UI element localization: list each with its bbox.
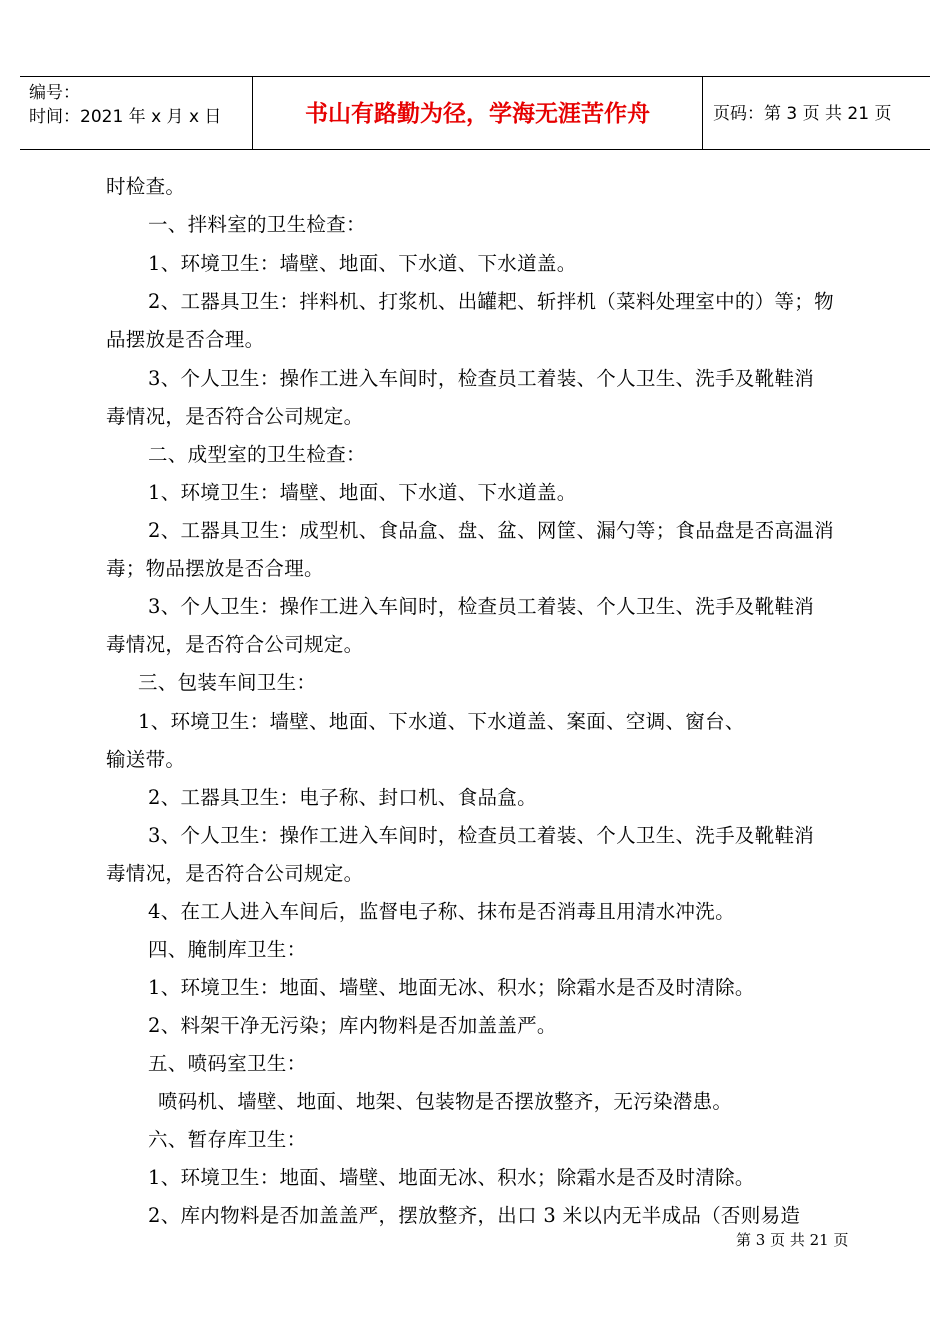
section-heading: 五、喷码室卫生： xyxy=(148,1052,307,1075)
body-line: 1、环境卫生：墙壁、地面、下水道、下水道盖。 xyxy=(148,481,577,504)
body-line: 品摆放是否合理。 xyxy=(106,328,265,351)
body-line: 3、个人卫生：操作工进入车间时，检查员工着装、个人卫生、洗手及靴鞋消 xyxy=(148,595,815,618)
body-line: 2、库内物料是否加盖盖严，摆放整齐，出口 3 米以内无半成品（否则易造 xyxy=(148,1204,801,1227)
document-number-label: 编号： xyxy=(29,83,80,103)
body-line: 毒情况，是否符合公司规定。 xyxy=(106,405,364,428)
document-date-label: 时间：2021 年 x 月 x 日 xyxy=(29,107,222,127)
body-line: 毒；物品摆放是否合理。 xyxy=(106,557,324,580)
page-footer-number: 第 3 页 共 21 页 xyxy=(736,1231,849,1249)
body-line: 3、个人卫生：操作工进入车间时，检查员工着装、个人卫生、洗手及靴鞋消 xyxy=(148,824,815,847)
body-line: 2、工器具卫生：成型机、食品盒、盘、盆、网筐、漏勺等；食品盘是否高温消 xyxy=(148,519,834,542)
section-heading: 一、拌料室的卫生检查： xyxy=(148,213,366,236)
body-line: 输送带。 xyxy=(106,748,186,771)
body-line: 1、环境卫生：墙壁、地面、下水道、下水道盖。 xyxy=(148,252,577,275)
body-line: 时检查。 xyxy=(106,175,186,198)
body-line: 3、个人卫生：操作工进入车间时，检查员工着装、个人卫生、洗手及靴鞋消 xyxy=(148,367,815,390)
header-page-code: 页码：第 3 页 共 21 页 xyxy=(713,104,892,124)
body-line: 喷码机、墙壁、地面、地架、包装物是否摆放整齐，无污染潜患。 xyxy=(158,1090,733,1113)
body-line: 1、环境卫生：地面、墙壁、地面无冰、积水；除霜水是否及时清除。 xyxy=(148,1166,755,1189)
body-line: 2、工器具卫生：电子称、封口机、食品盒。 xyxy=(148,786,537,809)
section-heading: 三、包装车间卫生： xyxy=(138,671,317,694)
body-line: 毒情况，是否符合公司规定。 xyxy=(106,862,364,885)
body-line: 2、工器具卫生：拌料机、打浆机、出罐耙、斩拌机（菜料处理室中的）等；物 xyxy=(148,290,834,313)
body-line: 2、料架干净无污染；库内物料是否加盖盖严。 xyxy=(148,1014,557,1037)
header-motto: 书山有路勤为径，学海无涯苦作舟 xyxy=(305,101,650,127)
body-line: 1、环境卫生：墙壁、地面、下水道、下水道盖、案面、空调、窗台、 xyxy=(138,710,745,733)
body-line: 4、在工人进入车间后，监督电子称、抹布是否消毒且用清水冲洗。 xyxy=(148,900,735,923)
body-line: 毒情况，是否符合公司规定。 xyxy=(106,633,364,656)
body-line: 1、环境卫生：地面、墙壁、地面无冰、积水；除霜水是否及时清除。 xyxy=(148,976,755,999)
section-heading: 二、成型室的卫生检查： xyxy=(148,443,366,466)
section-heading: 四、腌制库卫生： xyxy=(148,938,307,961)
section-heading: 六、暂存库卫生： xyxy=(148,1128,307,1151)
